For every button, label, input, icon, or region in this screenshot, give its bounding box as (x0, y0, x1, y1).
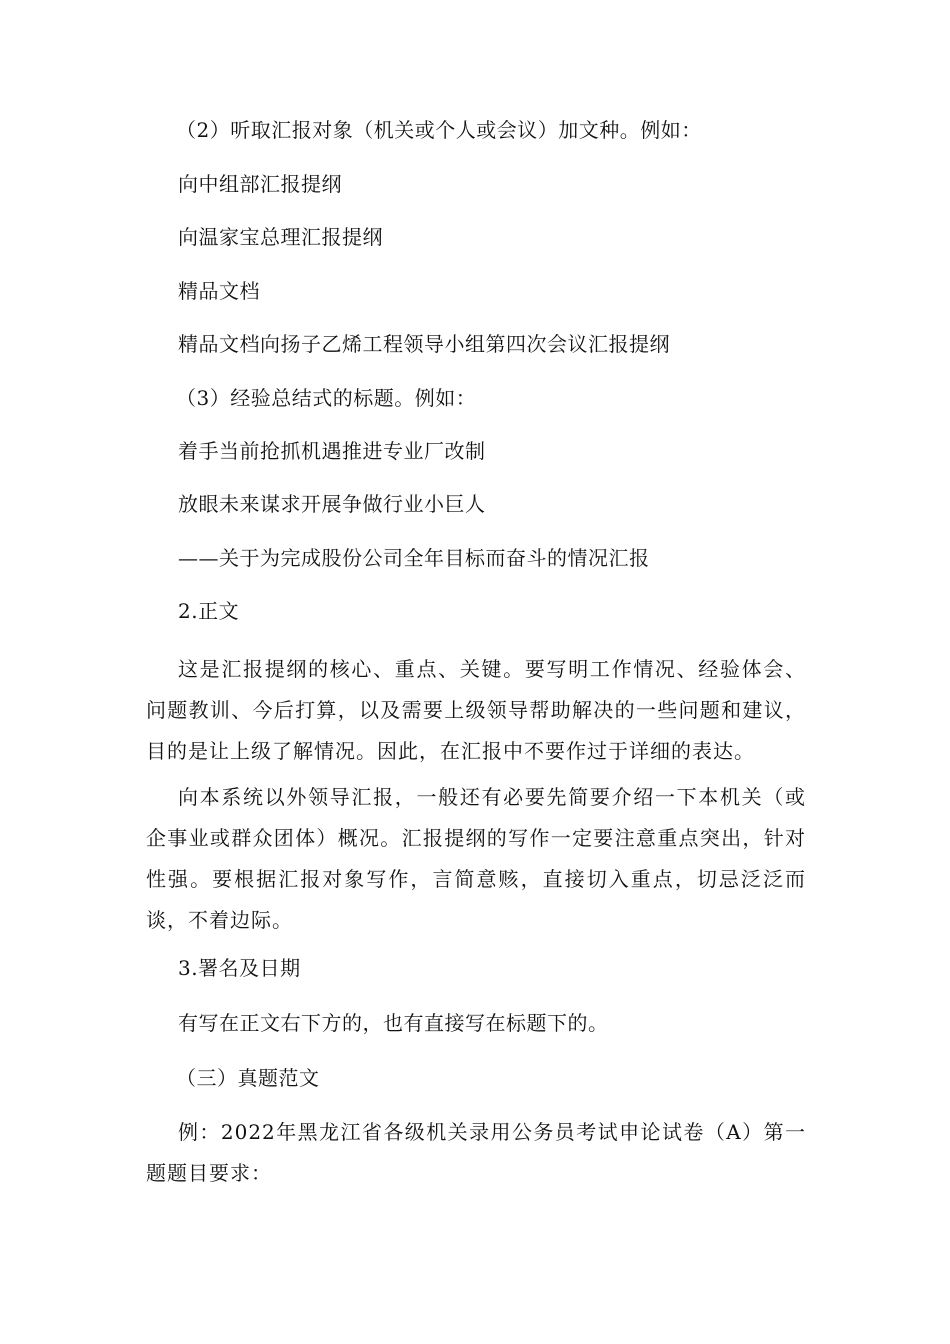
example-line-2: 向温家宝总理汇报提纲 (178, 225, 383, 249)
example-line-3: 精品文档向扬子乙烯工程领导小组第四次会议汇报提纲 (178, 332, 670, 356)
example-line-1: 向中组部汇报提纲 (178, 172, 342, 196)
section-heading-sample: （三）真题范文 (176, 1066, 320, 1090)
watermark-text: 精品文档 (178, 279, 260, 303)
section-heading-body: 2.正文 (178, 599, 240, 623)
example-subtitle: ——关于为完成股份公司全年目标而奋斗的情况汇报 (178, 546, 650, 570)
heading-experience-title: （3）经验总结式的标题。例如： (176, 386, 477, 410)
body-paragraph-2: 向本系统以外领导汇报，一般还有必要先简要介绍一下本机关（或企事业或群众团体）概况。汇报提纲的写作一定要注意重点突出，针对性强。要根据汇报对象写作，言简意赅，直接切入重点，切忌泛泛而谈，不着边际。 (146, 785, 806, 932)
signature-text: 有写在正文右下方的，也有直接写在标题下的。 (178, 1011, 609, 1035)
heading-listening-target: （2）听取汇报对象（机关或个人或会议）加文种。例如： (176, 118, 702, 142)
section-heading-signature: 3.署名及日期 (178, 956, 301, 980)
body-paragraph-1: 这是汇报提纲的核心、重点、关键。要写明工作情况、经验体会、问题教训、今后打算，以及需要上级领导帮助解决的一些问题和建议，目的是让上级了解情况。因此，在汇报中不要作过于详细的表达。 (146, 657, 806, 763)
example-line-5: 放眼未来谋求开展争做行业小巨人 (178, 492, 486, 516)
example-line-4: 着手当前抢抓机遇推进专业厂改制 (178, 439, 486, 463)
sample-paragraph: 例：2022年黑龙江省各级机关录用公务员考试申论试卷（A）第一题题目要求： (146, 1120, 806, 1185)
